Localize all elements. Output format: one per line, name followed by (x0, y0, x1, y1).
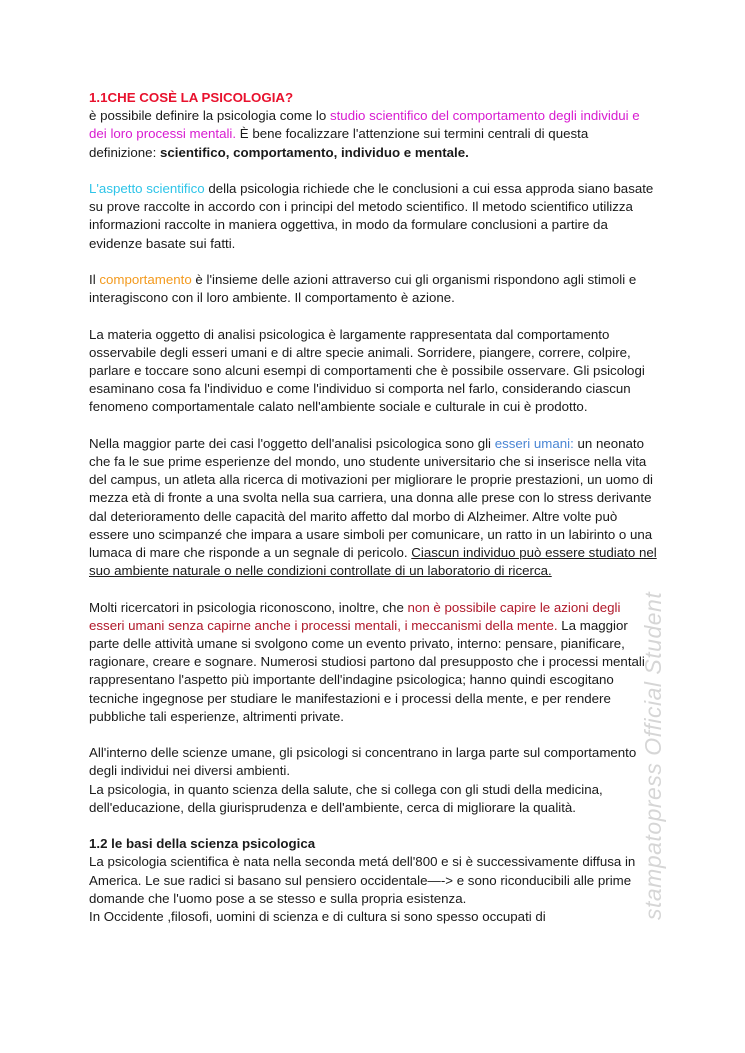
mental-text-c: La maggior parte delle attività umane si svolgono come un evento privato, interno: pensare, pianificare, ragionare, creare e sognare. Numerosi studiosi partono dal presupposto che i processi mentali rappresentano l'aspetto più importante dell'indagine psicologica; hanno quindi escogitano tecniche ingegnose per studiare le manifestazioni e i processi della mente, e per rendere pubbliche tali esperienze, altrimenti private. (89, 617, 645, 724)
document-page (89, 89, 659, 926)
humans-text-a: Nella maggior parte dei casi l'oggetto dell'analisi psicologica sono gli (89, 435, 495, 451)
mental-highlight: non è possibile capire le azioni degli esseri umani senza capirne anche i processi mentali, i meccanismi della mente. (89, 599, 621, 633)
behavior-text-c: è l'insieme delle azioni attraverso cui gli organismi rispondono agli stimoli e interagiscono con il loro ambiente. Il comportamento è azione. (89, 272, 637, 306)
behavior-highlight: comportamento (99, 272, 192, 287)
humans-highlight: esseri umani: (494, 435, 574, 451)
watermark: stampatopress Official Student (640, 591, 666, 920)
humans-text-c: un neonato che fa le sue prime esperienze del mondo, uno studente universitario che si inserisce nella vita del campus, un atleta alla ricerca di motivazioni per migliorare le proprie prestazioni, un uomo di mezza età di fronte a una svolta nella sua carriera, una donna alle prese con lo stress derivante dal deterioramento delle capacità del marito affetto dal morbo di Alzheimer. Altre volte può essere uno scimpanzé che impara a usare simboli per comunicare, un ratto in un labirinto o una lumaca di mare che risponde a un segnale di pericolo. (89, 435, 653, 561)
scientific-text: della psicologia richiede che le conclusioni a cui essa approda siano basate su prove raccolte in accordo con i principi del metodo scientifico. Il metodo scientifico utilizza informazioni raccolte in maniera oggettiva, in modo da formulare conclusioni a partire da evidenze basate sui fatti. (89, 181, 654, 251)
human-sciences-paragraph: All'interno delle scienze umane, gli psicologi si concentrano in larga parte sul comportamento degli individui nei diversi ambienti. (89, 745, 637, 779)
behavior-paragraph (89, 271, 659, 307)
behavior-text-a: Il (89, 272, 100, 287)
definition-highlight: studio scientifico del comportamento degli individui e dei loro processi mentali. (89, 108, 640, 142)
mental-text-a: Molti ricercatori in psicologia riconoscono, inoltre, che (89, 599, 408, 615)
definition-text-c: È bene focalizzare l'attenzione sui termini centrali di questa definizione: (89, 126, 589, 160)
definition-paragraph (89, 107, 659, 162)
section-2-title: 1.2 le basi della scienza psicologica (89, 836, 316, 852)
definition-text-a: è possibile definire la psicologia come lo (89, 108, 330, 124)
scientific-paragraph (89, 180, 659, 253)
origins-paragraph: La psicologia scientifica è nata nella seconda metá dell'800 e si è successivamente diffusa in America. Le sue radici si basano sul pensiero occidentale—-> e sono riconducibili alle prime domande che l'uomo pose a se stesso e sulla propria esistenza. (89, 854, 636, 906)
humans-underlined: Ciascun individuo può essere studiato nel suo ambiente naturale o nelle condizioni controllate di un laboratorio di ricerca. (89, 545, 657, 579)
scientific-highlight: L'aspetto scientifico (89, 181, 205, 196)
subject-matter-paragraph: La materia oggetto di analisi psicologica è largamente rappresentata dal comportamento osservabile degli esseri umani e di altre specie animali. Sorridere, piangere, correre, colpire, parlare e toccare sono alcuni esempi di comportamenti che è possibile osservare. Gli psicologi esaminano cosa fa l'individuo e come l'individuo si comporta nel farlo, considerando ciascun fenomeno comportamentale calato nell'ambiente sociale e culturale in cui è prodotto. (89, 326, 645, 415)
occidente-paragraph: In Occidente ,filosofi, uomini di scienza e di cultura si sono spesso occupati di (89, 909, 546, 925)
mental-processes-paragraph (89, 599, 659, 726)
definition-key-terms: scientifico, comportamento, individuo e mentale. (159, 144, 469, 160)
health-science-paragraph: La psicologia, in quanto scienza della salute, che si collega con gli studi della medicina, dell'educazione, della giurisprudenza e dell'ambiente, cerca di migliorare la qualità. (89, 781, 603, 815)
section-1-title: 1.1CHE COSÈ LA PSICOLOGIA? (89, 90, 294, 105)
humans-paragraph (89, 435, 659, 581)
